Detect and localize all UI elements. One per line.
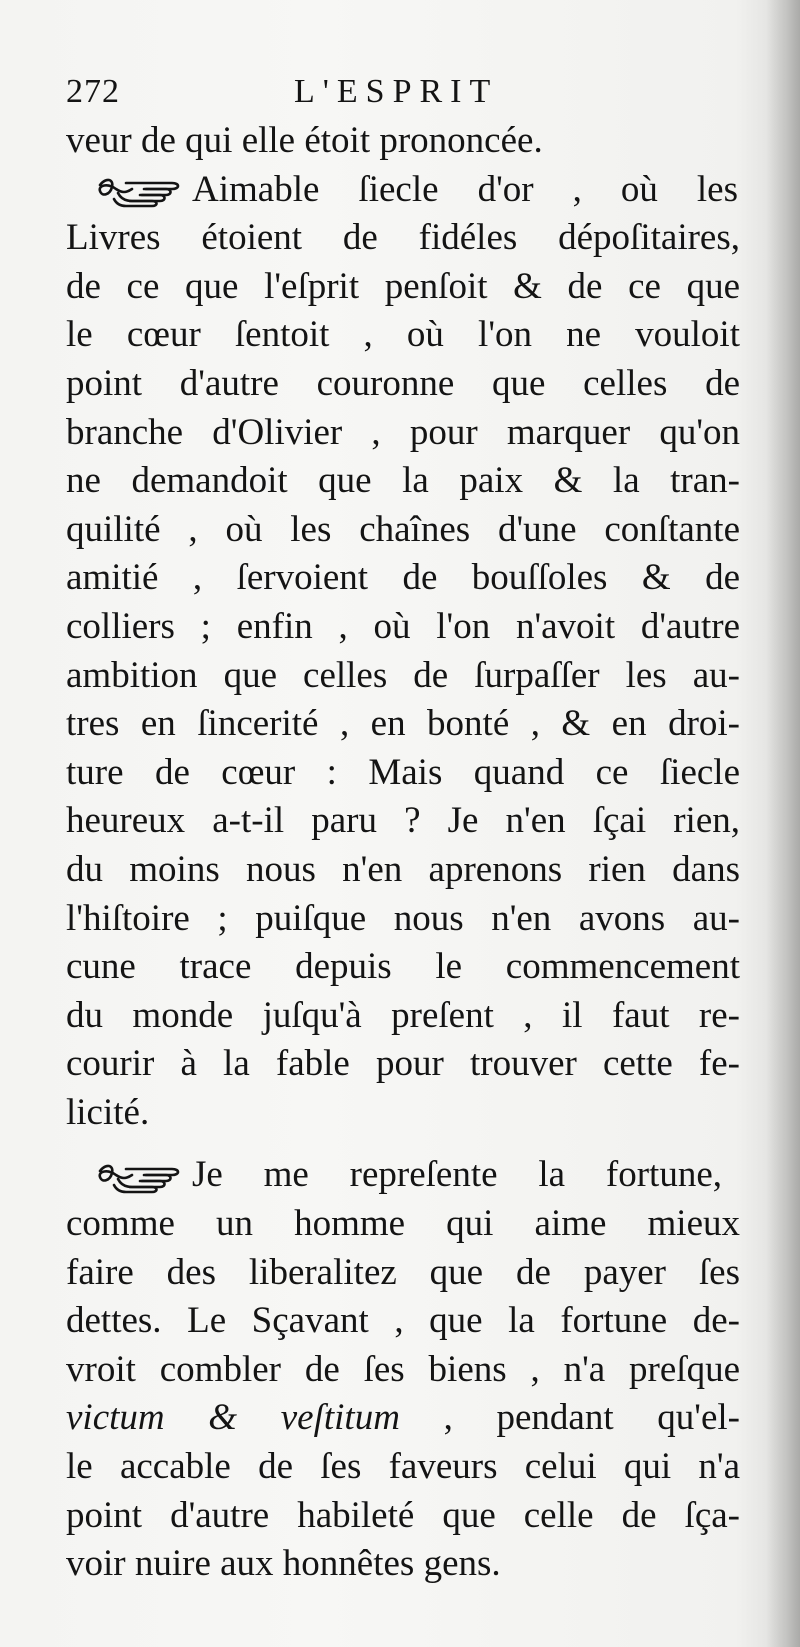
text-line: ne demandoit que la paix & la tran- bbox=[66, 460, 740, 502]
text-line: voir nuire aux honnêtes gens. bbox=[66, 1543, 501, 1585]
text-line: le cœur ſentoit , où l'on ne vouloit bbox=[66, 314, 740, 356]
text-line: de ce que l'eſprit penſoit & de ce que bbox=[66, 265, 740, 307]
running-title: L'ESPRIT bbox=[294, 73, 499, 110]
text-line: ambition que celles de ſurpaſſer les au- bbox=[66, 654, 740, 696]
page-number: 272 bbox=[66, 73, 120, 110]
text-line: point d'autre habileté que celle de ſça- bbox=[66, 1494, 740, 1536]
text-line: branche d'Olivier , pour marquer qu'on bbox=[66, 411, 740, 453]
pointing-hand-icon bbox=[96, 175, 184, 209]
text-line: du monde juſqu'à preſent , il faut re- bbox=[66, 994, 740, 1036]
page-edge-shadow bbox=[766, 0, 800, 1647]
text-line: heureux a-t-il paru ? Je n'en ſçai rien, bbox=[66, 800, 740, 842]
text-line: du moins nous n'en aprenons rien dans bbox=[66, 848, 740, 890]
text-line: amitié , ſervoient de bouſſoles & de bbox=[66, 557, 740, 599]
text-line: point d'autre couronne que celles de bbox=[66, 362, 740, 404]
text-line: ture de cœur : Mais quand ce ſiecle bbox=[66, 751, 740, 793]
text-line: tres en ſincerité , en bonté , & en droi- bbox=[66, 703, 740, 745]
text-line: faire des liberalitez que de payer ſes bbox=[66, 1251, 740, 1293]
pointing-hand-icon bbox=[96, 1161, 184, 1195]
text-line: comme un homme qui aime mieux bbox=[66, 1203, 740, 1245]
text-line: quilité , où les chaînes d'une conſtante bbox=[66, 508, 740, 550]
text-line: vroit combler de ſes biens , n'a preſque bbox=[66, 1348, 740, 1390]
body-text bbox=[66, 117, 740, 1589]
text-line: dettes. Le Sçavant , que la fortune de- bbox=[66, 1300, 740, 1342]
text-line-with-italic bbox=[66, 1394, 740, 1443]
paragraph-first-line bbox=[66, 1151, 740, 1200]
text-line: colliers ; enfin , où l'on n'avoit d'autre bbox=[66, 605, 740, 647]
text-line: veur de qui elle étoit prononcée. bbox=[66, 120, 543, 161]
text-line: Livres étoient de fidéles dépoſitaires, bbox=[66, 217, 740, 259]
text-line-rest: , pendant qu'el- bbox=[399, 1397, 740, 1439]
text-line: courir à la fable pour trouver cette fe- bbox=[66, 1043, 740, 1085]
text-line: l'hiſtoire ; puiſque nous n'en avons au- bbox=[66, 897, 740, 939]
paragraph-first-line-text: Aimable ſiecle d'or , où les bbox=[192, 168, 738, 210]
paragraph-first-line bbox=[66, 166, 740, 215]
text-line: licité. bbox=[66, 1091, 150, 1133]
text-line: le accable de ſes faveurs celui qui n'a bbox=[66, 1446, 740, 1488]
paragraph-first-line-text: Je me repreſente la fortune, bbox=[192, 1154, 722, 1196]
italic-phrase: victum & veſtitum bbox=[66, 1397, 400, 1439]
running-header bbox=[66, 70, 586, 114]
text-line: cune trace depuis le commencement bbox=[66, 946, 740, 988]
